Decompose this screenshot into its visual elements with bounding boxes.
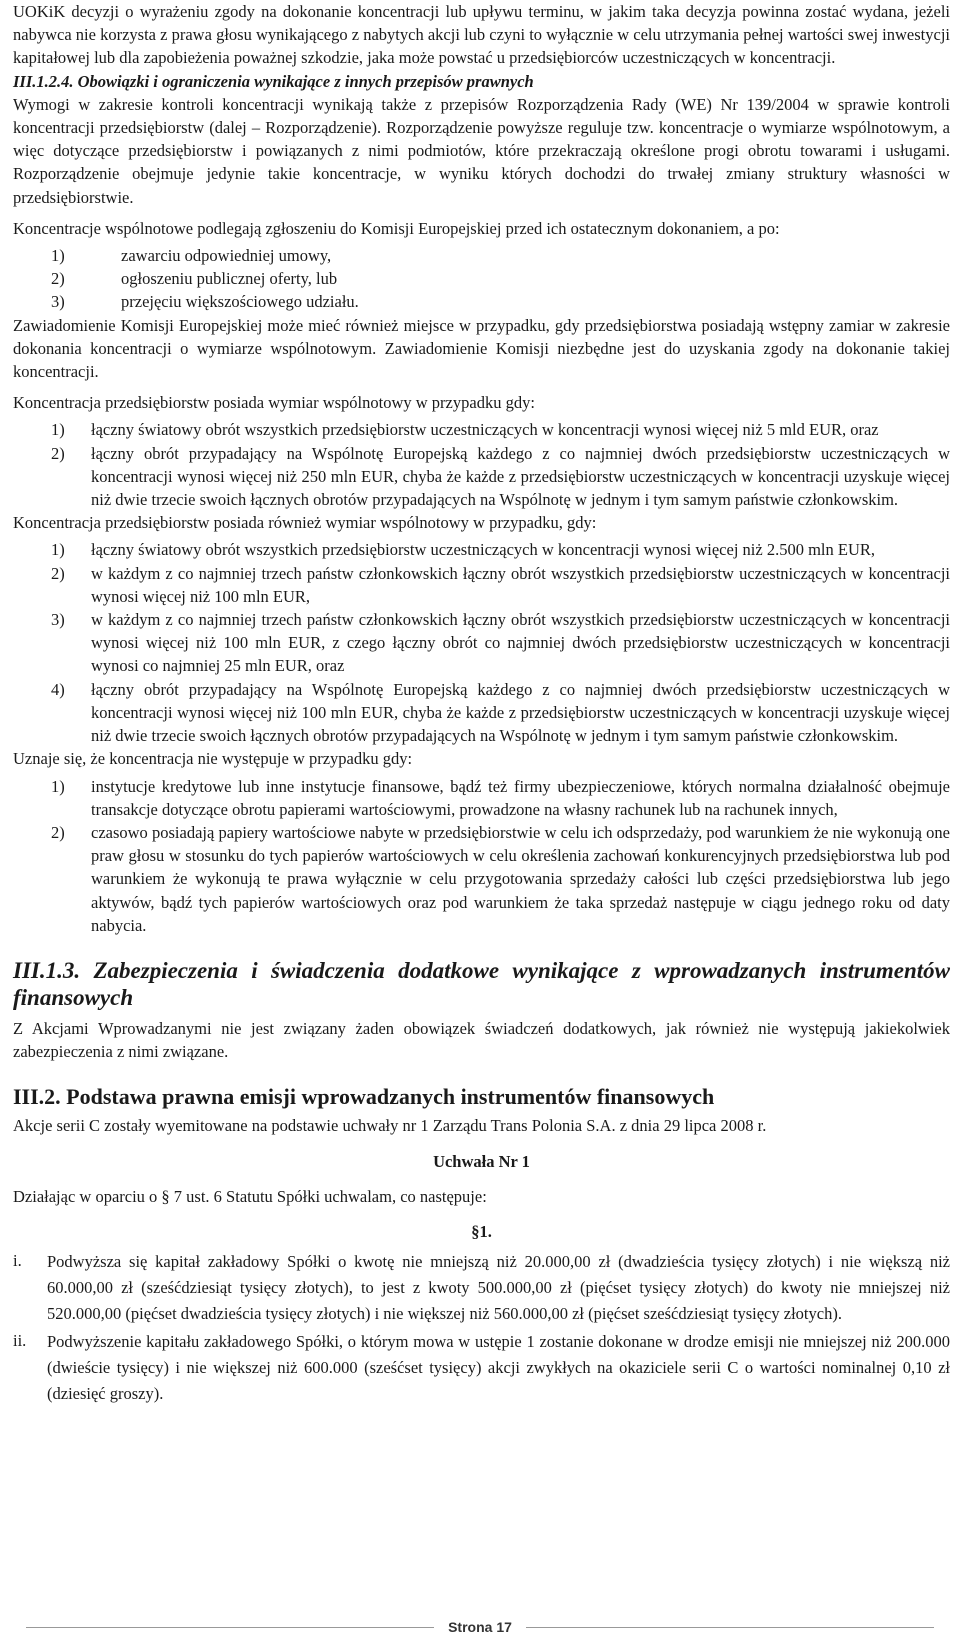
roman-item: ii. Podwyższenie kapitału zakładowego Spółki, o którym mowa w ustępie 1 zostanie dokonane w drodze emisji nie mniejszej niż 200.000 (dwieście tysięcy) i nie większej niż 600.000 (sześćset tysięcy) akcji zwykłych na okaziciele serii C o wartości nominalnej 0,10 zł (dziesięć groszy). <box>13 1331 950 1404</box>
paragraph-acting: Działając w oparciu o § 7 ust. 6 Statutu Spółki uchwalam, co następuje: <box>13 1186 487 1206</box>
resolution-title: Uchwała Nr 1 <box>433 1151 530 1171</box>
roman-item: i. Podwyższa się kapitał zakładowy Spółki o kwotę nie mniejszą niż 20.000,00 zł (dwadzieścia tysięcy złotych) i nie większą niż 60.000,00 zł (sześćdziesiąt tysięcy złotych), to jest z kwoty 500.000,00 zł (pięćset tysięcy złotych) do kwoty nie mniejszej niż 520.000,00 (pięćset dwadzieścia tysięcy złotych) i nie większej niż 560.000,00 zł (pięćset sześćdziesiąt tysięcy złotych). <box>13 1251 950 1324</box>
heading-iii-1-3: III.1.3. Zabezpieczenia i świadczenia dodatkowe wynikające z wprowadzanych instrumentów finansowych <box>13 957 950 1010</box>
footer-rule-right <box>526 1627 934 1628</box>
list-item: 4) łączny obrót przypadający na Wspólnotę Europejską każdego z co najmniej dwóch przedsiębiorstw uczestniczących w koncentracji wynosi więcej niż 100 mln EUR, chyba że każde z przedsiębiorstw uczestniczących w koncentracji uzyskuje więcej niż dwie trzecie swoich łącznych obrotów przypadających na Wspólnotę w jednym i tym samym państwie członkowskim. <box>51 679 950 746</box>
list-notification <box>13 244 950 314</box>
paragraph-commission: Zawiadomienie Komisji Europejskiej może mieć również miejsce w przypadku, gdy przedsiębiorstwa posiadają wstępny zamiar w zakresie dokonania koncentracji o wymiarze wspólnotowym. Zawiadomienie Komisji niezbędne jest do uzyskania zgody na dokonanie takiej koncentracji. <box>13 315 950 382</box>
footer-rule-left <box>26 1627 434 1628</box>
paragraph-intro: UOKiK decyzji o wyrażeniu zgody na dokonanie koncentracji lub upływu terminu, w jakim taka decyzja powinna zostać wydana, jeżeli nabywca nie korzysta z prawa głosu wynikającego z nabytych akcji lub czyni to wyłącznie w celu utrzymania pełnej wartości swej inwestycji kapitałowej lub dla zapobieżenia poważnej szkodzie, jaka może powstać u przedsiębiorców uczestniczących w koncentracji. <box>13 2 950 68</box>
list-item: 3) przejęciu większościowego udziału. <box>51 292 359 312</box>
paragraph-eu-regulation: Wymogi w zakresie kontroli koncentracji wynikają także z przepisów Rozporządzenia Rady (WE) Nr 139/2004 w sprawie kontroli koncentracji przedsiębiorstw (dalej – Rozporządzenie). Rozporządzenie powyższe reguluje tzw. koncentracje o wymiarze wspólnotowym, a więc dotyczące przedsiębiorstw i powiązanych z nimi podmiotów, które przekraczają określone progi obrotu towarami i usługami. Rozporządzenie obejmuje jedynie takie koncentracje, w wyniku których dochodzi do trwałej zmiany struktury własności w przedsiębiorstwie. <box>13 94 950 207</box>
document-page <box>13 0 950 1407</box>
paragraph-notification: Koncentracje wspólnotowe podlegają zgłoszeniu do Komisji Europejskiej przed ich ostatecznym dokonaniem, a po: <box>13 218 780 238</box>
list-item: 1) łączny światowy obrót wszystkich przedsiębiorstw uczestniczących w koncentracji wynosi więcej niż 2.500 mln EUR, <box>51 540 875 560</box>
page-footer <box>0 1617 960 1637</box>
list-exemption <box>13 775 950 937</box>
list-item: 1) instytucje kredytowe lub inne instytucje finansowe, bądź też firmy ubezpieczeniowe, których normalna działalność obejmuje transakcje dotyczące obrotu papierami wartościowymi, prowadzone na własny rachunek lub na rachunek innych, <box>51 776 950 819</box>
list-item: 2) ogłoszeniu publicznej oferty, lub <box>51 269 338 289</box>
list-item: 1) łączny światowy obrót wszystkich przedsiębiorstw uczestniczących w koncentracji wynosi więcej niż 5 mld EUR, oraz <box>51 420 879 440</box>
heading-iii-1-2-4: III.1.2.4. Obowiązki i ograniczenia wynikające z innych przepisów prawnych <box>13 71 534 91</box>
paragraph-legal-basis: Akcje serii C zostały wyemitowane na podstawie uchwały nr 1 Zarządu Trans Polonia S.A. z dnia 29 lipca 2008 r. <box>13 1116 767 1136</box>
list-item: 2) w każdym z co najmniej trzech państw członkowskich łączny obrót wszystkich przedsiębiorstw uczestniczących w koncentracji wynosi więcej niż 100 mln EUR, <box>51 563 950 606</box>
list-dimension-2 <box>13 538 950 747</box>
paragraph-dimension-2: Koncentracja przedsiębiorstw posiada również wymiar wspólnotowy w przypadku, gdy: <box>13 513 597 533</box>
paragraph-dimension-1: Koncentracja przedsiębiorstw posiada wymiar wspólnotowy w przypadku gdy: <box>13 393 535 413</box>
list-item: 2) łączny obrót przypadający na Wspólnotę Europejską każdego z co najmniej dwóch przedsiębiorstw uczestniczących w koncentracji wynosi więcej niż 250 mln EUR, chyba że każde z przedsiębiorstw uczestniczących w koncentracji uzyskuje więcej niż dwie trzecie swoich łącznych obrotów przypadających na Wspólnotę w jednym i tym samym państwie członkowskim. <box>51 443 950 510</box>
list-dimension-1 <box>13 418 950 511</box>
list-item: 2) czasowo posiadają papiery wartościowe nabyte w przedsiębiorstwie w celu ich odsprzedaży, pod warunkiem że nie wykonują one praw głosu w stosunku do tych papierów wartościowych w celu określenia zachowań konkurencyjnych przedsiębiorstwa lub pod warunkiem że wykonują te prawa wyłącznie w celu przygotowania sprzedaży całości lub części przedsiębiorstwa lub jego aktywów, bądź tych papierów wartościowych oraz pod warunkiem że taka sprzedaż następuje w ciągu jednego roku od daty nabycia. <box>51 822 950 935</box>
list-item: 1) zawarciu odpowiedniej umowy, <box>51 246 332 266</box>
paragraph-collateral: Z Akcjami Wprowadzanymi nie jest związany żaden obowiązek świadczeń dodatkowych, jak również nie występują jakiekolwiek zabezpieczenia z nimi związane. <box>13 1018 950 1062</box>
heading-iii-2: III.2. Podstawa prawna emisji wprowadzanych instrumentów finansowych <box>13 1084 715 1110</box>
page-number: Strona 17 <box>448 1619 512 1635</box>
section-mark: §1. <box>471 1221 492 1241</box>
paragraph-exemption: Uznaje się, że koncentracja nie występuje w przypadku gdy: <box>13 749 413 769</box>
list-item: 3) w każdym z co najmniej trzech państw członkowskich łączny obrót wszystkich przedsiębiorstw uczestniczących w koncentracji wynosi więcej niż 100 mln EUR, z czego łączny obrót co najmniej dwóch przedsiębiorstw uczestniczących w koncentracji wynosi co najmniej 25 mln EUR, oraz <box>51 610 950 676</box>
